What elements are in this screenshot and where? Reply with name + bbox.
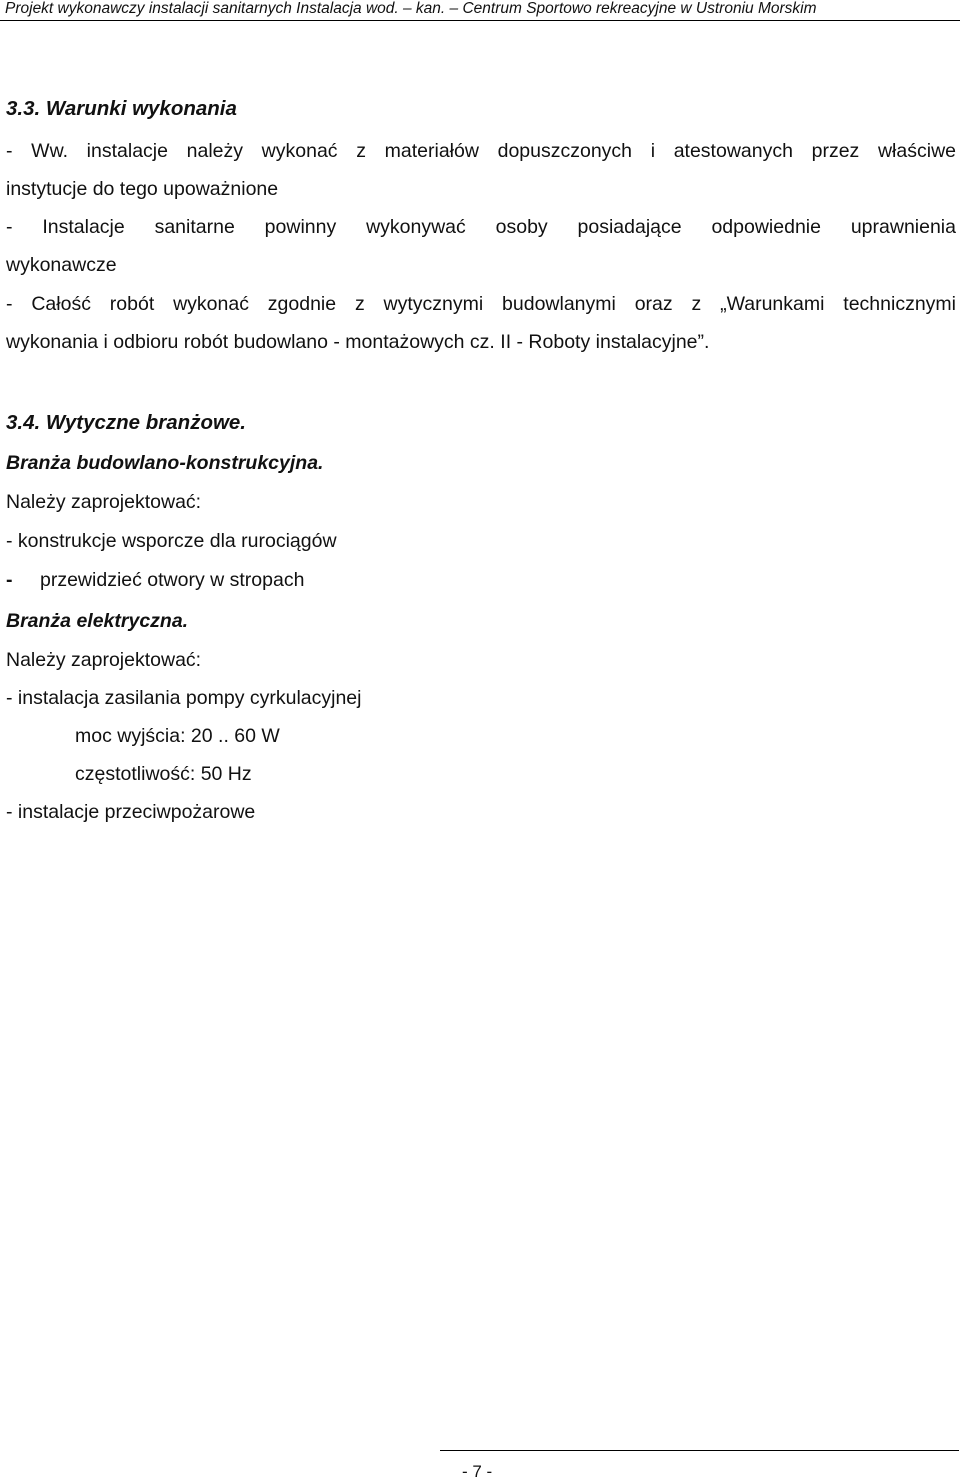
header-rule [0,20,960,21]
section-heading-3-4: 3.4. Wytyczne branżowe. [6,411,247,434]
list-item: - instalacje przeciwpożarowe [6,801,256,823]
paragraph-line: instytucje do tego upoważnione [6,178,279,200]
subheading-construction: Branża budowlano-konstrukcyjna. [6,452,324,474]
subheading-electrical: Branża elektryczna. [6,610,189,632]
intro-text: Należy zaprojektować: [6,491,202,513]
paragraph-line: - Ww. instalacje należy wykonać z materiałów dopuszczonych i atestowanych przez właściwe [6,140,956,162]
page-header [0,0,960,22]
paragraph-line: wykonawcze [6,254,117,276]
section-heading-3-3: 3.3. Warunki wykonania [6,97,237,120]
paragraph-line: wykonania i odbioru robót budowlano - montażowych cz. II - Roboty instalacyjne”. [6,331,710,353]
list-item [6,568,304,592]
list-dash: - [6,569,13,591]
spec-line: częstotliwość: 50 Hz [75,763,252,785]
list-item: - konstrukcje wsporcze dla rurociągów [6,530,337,552]
footer-rule [440,1450,959,1451]
spec-line: moc wyjścia: 20 .. 60 W [75,725,280,747]
intro-text: Należy zaprojektować: [6,649,202,671]
header-title: Projekt wykonawczy instalacji sanitarnych Instalacja wod. – kan. – Centrum Sportowo rekreacyjne w Ustroniu Morskim [5,0,817,17]
list-item-text: przewidzieć otwory w stropach [40,569,305,591]
page-number: - 7 - [462,1462,493,1481]
paragraph-line: - Całość robót wykonać zgodnie z wytycznymi budowlanymi oraz z „Warunkami technicznymi [6,293,956,315]
paragraph-line: - Instalacje sanitarne powinny wykonywać osoby posiadające odpowiednie uprawnienia [6,216,956,238]
list-item: - instalacja zasilania pompy cyrkulacyjnej [6,687,362,709]
